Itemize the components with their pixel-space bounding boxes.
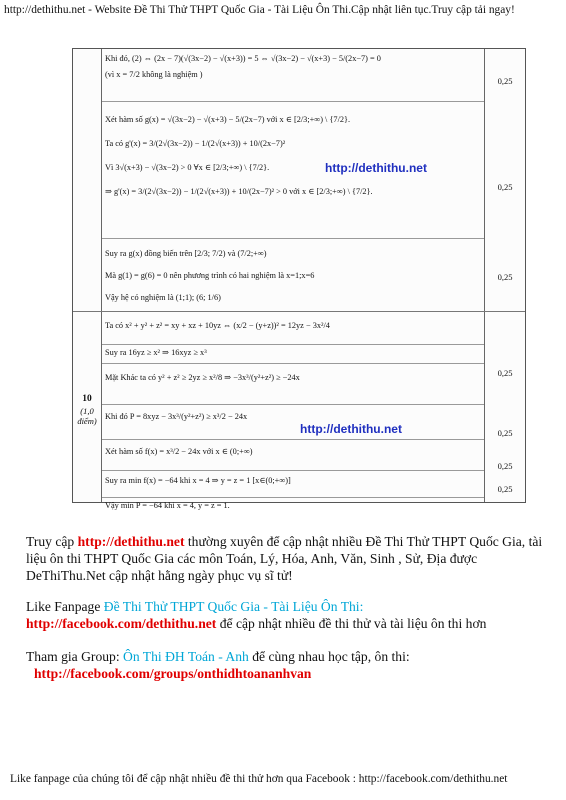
solution-line: Vì 3√(x+3) − √(3x−2) > 0 ∀x ∈ [2/3;+∞) \ {7/2}. <box>105 163 270 172</box>
solution-line: Vậy hệ có nghiệm là (1;1); (6; 1/6) <box>105 293 221 302</box>
points-value: 0,25 <box>497 182 513 192</box>
points-value: 0,25 <box>497 461 513 471</box>
points-value: 0,25 <box>497 368 513 378</box>
group-name-link[interactable]: Ôn Thi ĐH Toán - Anh <box>123 649 249 664</box>
header-banner: http://dethithu.net - Website Đề Thi Thử THPT Quốc Gia - Tài Liệu Ôn Thi.Cập nhật liên tục.Truy cập tải ngay! <box>4 4 515 16</box>
question-number: 10 <box>82 394 92 404</box>
watermark-link[interactable]: http://dethithu.net <box>300 422 402 436</box>
group-link[interactable]: http://facebook.com/groups/onthidhtoananhvan <box>34 666 312 681</box>
solution-body <box>101 49 485 319</box>
promo-paragraph-2 <box>26 598 546 632</box>
site-link[interactable]: http://dethithu.net <box>77 534 185 549</box>
points-cell <box>484 49 525 311</box>
solution-line: Khi đó P = 8xyz − 3x³/(y²+z²) ≥ x³/2 − 24x <box>105 412 248 421</box>
question-cell <box>73 312 102 502</box>
points-cell <box>484 312 525 502</box>
points-value: 0,25 <box>497 428 513 438</box>
solution-line: Mà g(1) = g(6) = 0 nên phương trình có hai nghiệm là x=1;x=6 <box>105 271 315 280</box>
points-value: 0,25 <box>497 272 513 282</box>
solution-body <box>101 312 485 516</box>
solution-line: Vậy min P = −64 khi x = 4, y = z = 1. <box>105 501 230 510</box>
promo-paragraph-3 <box>26 648 546 682</box>
solution-line: Suy ra g(x) đồng biến trên [2/3; 7/2) và (7/2;+∞) <box>105 249 267 258</box>
solution-line: Suy ra 16yz ≥ x² ⇒ 16xyz ≥ x³ <box>105 348 207 357</box>
solution-line: Xét hàm số f(x) = x³/2 − 24x với x ∈ (0;+∞) <box>105 447 253 456</box>
question-cell <box>73 49 102 311</box>
watermark-link[interactable]: http://dethithu.net <box>325 161 427 175</box>
solution-line: Ta có x² + y² + z² = xy + xz + 10yz ⇔ (x/2 − (y+z))² = 12yz − 3x²/4 <box>105 321 330 330</box>
solution-line: Khi đó, (2) ⇔ (2x − 7)(√(3x−2) − √(x+3)) = 5 ⇔ √(3x−2) − √(x+3) − 5/(2x−7) = 0 <box>105 54 381 63</box>
promo-text: thường xuyên để cập nhật nhiều Đề Thi Thử THPT Quốc Gia, tài liệu ôn thi THPT Quốc Gia các môn Toán, Lý, Hóa, Anh, Văn, Sinh , Sử, Địa được DeThiThu.Net cập nhật hằng ngày phục vụ sĩ tử! <box>26 534 543 583</box>
fanpage-name-link[interactable]: Đề Thi Thử THPT Quốc Gia - Tài Liệu Ôn Thi: <box>103 599 364 614</box>
table-row-question-10 <box>73 312 525 510</box>
solution-line: Mặt Khác ta có y² + z² ≥ 2yz ≥ x²/8 ⇒ −3x³/(y²+z²) ≥ −24x <box>105 373 300 382</box>
solution-line: (vì x = 7/2 không là nghiệm ) <box>105 70 203 79</box>
promo-paragraph-1 <box>26 533 546 584</box>
promo-text: để cập nhật nhiều đề thi thử và tài liệu ôn thi hơn <box>216 616 487 631</box>
promo-text: Truy cập <box>26 534 78 549</box>
solution-line: Suy ra min f(x) = −64 khi x = 4 ⇒ y = z = 1 [x∈(0;+∞)] <box>105 476 291 485</box>
facebook-link[interactable]: http://facebook.com/dethithu.net <box>26 616 217 631</box>
solution-line: Ta có g'(x) = 3/(2√(3x−2)) − 1/(2√(x+3)) + 10/(2x−7)² <box>105 139 286 148</box>
points-value: 0,25 <box>497 484 513 494</box>
footer-banner: Like fanpage của chúng tôi để cập nhật nhiều đề thi thử hơn qua Facebook : http://facebook.com/dethithu.net <box>10 773 508 785</box>
promo-text: Tham gia Group: <box>26 649 124 664</box>
solution-line: Xét hàm số g(x) = √(3x−2) − √(x+3) − 5/(2x−7) với x ∈ [2/3;+∞) \ {7/2}. <box>105 115 351 124</box>
promo-text: để cùng nhau học tập, ôn thi: <box>248 649 410 664</box>
table-row-question-9 <box>73 49 525 312</box>
answer-table <box>72 48 526 510</box>
promo-text: Like Fanpage <box>26 599 104 614</box>
solution-line: ⇒ g'(x) = 3/(2√(3x−2)) − 1/(2√(x+3)) + 10/(2x−7)² > 0 với x ∈ [2/3;+∞) \ {7/2}. <box>105 187 373 196</box>
question-score: (1,0 điểm) <box>77 406 97 426</box>
points-value: 0,25 <box>497 76 513 86</box>
